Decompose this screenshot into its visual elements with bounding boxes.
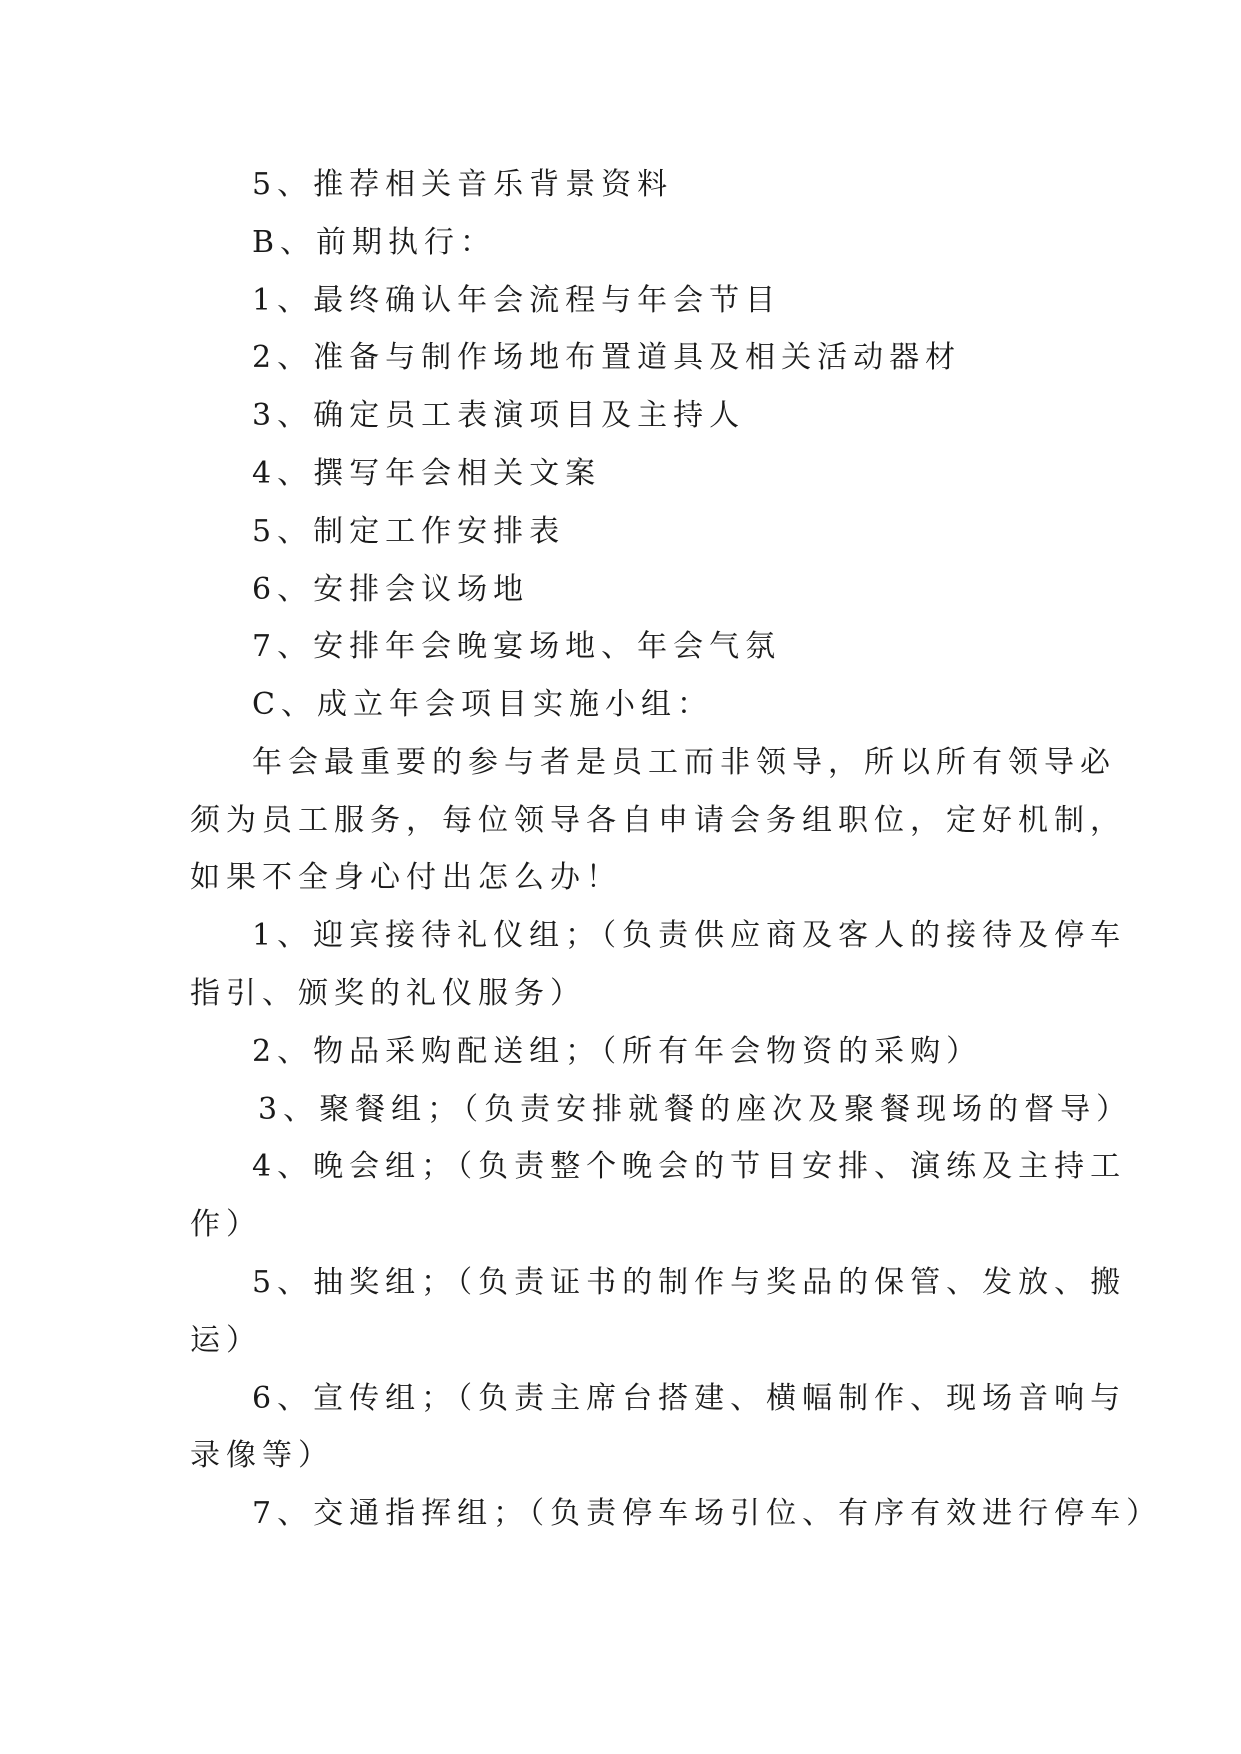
list-item: 5、抽奖组；（负责证书的制作与奖品的保管、发放、搬 <box>252 1265 1127 1300</box>
section-heading: C、成立年会项目实施小组： <box>252 687 713 722</box>
list-item: 7、交通指挥组；（负责停车场引位、有序有效进行停车） <box>252 1496 1163 1531</box>
list-item: 7、安排年会晚宴场地、年会气氛 <box>252 629 782 664</box>
paragraph-line: 须为员工服务，每位领导各自申请会务组职位，定好机制， <box>190 803 1126 838</box>
list-item: 4、撰写年会相关文案 <box>252 456 602 491</box>
list-item-continuation: 指引、颁奖的礼仪服务） <box>190 976 586 1011</box>
list-item: 2、准备与制作场地布置道具及相关活动器材 <box>252 340 962 375</box>
list-item-continuation: 录像等） <box>190 1438 334 1473</box>
paragraph-line: 年会最重要的参与者是员工而非领导，所以所有领导必 <box>252 745 1116 780</box>
list-item-continuation: 运） <box>190 1323 262 1358</box>
list-item: 3、聚餐组；（负责安排就餐的座次及聚餐现场的督导） <box>258 1092 1133 1127</box>
list-item: 5、制定工作安排表 <box>252 514 566 549</box>
list-item: 6、安排会议场地 <box>252 572 530 607</box>
list-item-continuation: 作） <box>190 1207 262 1242</box>
paragraph-line: 如果不全身心付出怎么办！ <box>190 860 622 895</box>
list-item: 2、物品采购配送组；（所有年会物资的采购） <box>252 1034 983 1069</box>
list-item: 5、推荐相关音乐背景资料 <box>252 167 674 202</box>
list-item: 1、最终确认年会流程与年会节目 <box>252 283 782 318</box>
list-item: 6、宣传组；（负责主席台搭建、横幅制作、现场音响与 <box>252 1381 1127 1416</box>
list-item: 1、迎宾接待礼仪组；（负责供应商及客人的接待及停车 <box>252 918 1127 953</box>
list-item: 3、确定员工表演项目及主持人 <box>252 398 746 433</box>
section-heading: B、前期执行： <box>252 225 497 260</box>
list-item: 4、晚会组；（负责整个晚会的节目安排、演练及主持工 <box>252 1149 1127 1184</box>
